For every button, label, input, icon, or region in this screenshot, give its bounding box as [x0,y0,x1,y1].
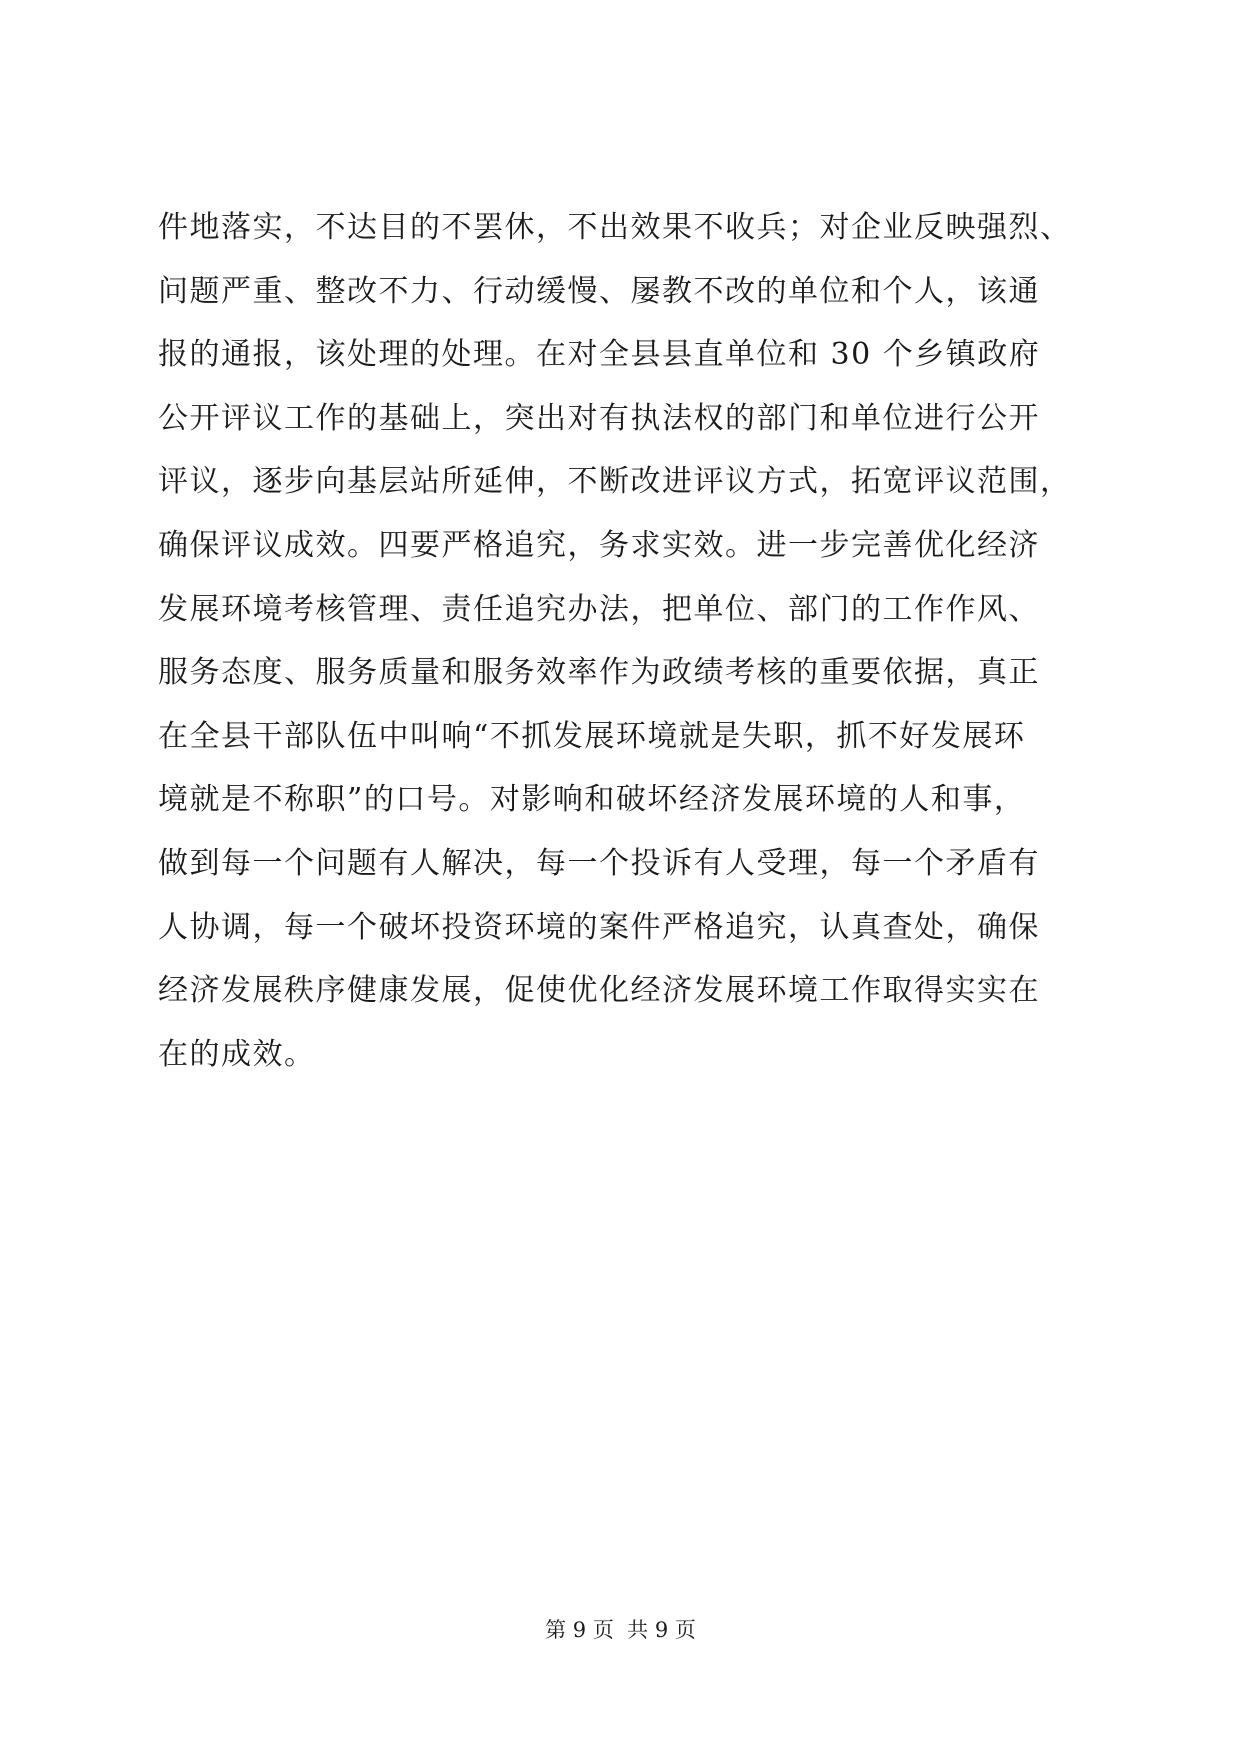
text-line: 公开评议工作的基础上，突出对有执法权的部门和单位进行公开 [158,400,1040,436]
text-line: 经济发展秩序健康发展，促使优化经济发展环境工作取得实实在 [158,973,1040,1009]
text-line: 发展环境考核管理、责任追究办法，把单位、部门的工作作风、 [158,591,1040,627]
text-line: 做到每一个问题有人解决，每一个投诉有人受理，每一个矛盾有 [158,845,1040,881]
text-line: 在的成效。 [158,1036,316,1072]
text-line: 在全县干部队伍中叫响“不抓发展环境就是失职，抓不好发展环 [158,718,1026,754]
text-line: 报的通报，该处理的处理。在对全县县直单位和 30 个乡镇政府 [158,337,1041,373]
body-text [158,196,1088,1086]
page-footer: 第 9 页 共 9 页 [545,1618,696,1642]
text-line: 确保评议成效。四要严格追究，务求实效。进一步完善优化经济 [158,527,1040,563]
text-line: 服务态度、服务质量和服务效率作为政绩考核的重要依据，真正 [158,655,1040,691]
text-line: 评议，逐步向基层站所延伸，不断改进评议方式，拓宽评议范围， [158,464,1072,500]
text-line: 件地落实，不达目的不罢休，不出效果不收兵；对企业反映强烈、 [158,210,1072,245]
text-line: 问题严重、整改不力、行动缓慢、屡教不改的单位和个人，该通 [158,273,1040,309]
text-line: 人协调，每一个破坏投资环境的案件严格追究，认真查处，确保 [158,909,1040,945]
text-line: 境就是不称职”的口号。对影响和破坏经济发展环境的人和事， [158,782,1026,818]
